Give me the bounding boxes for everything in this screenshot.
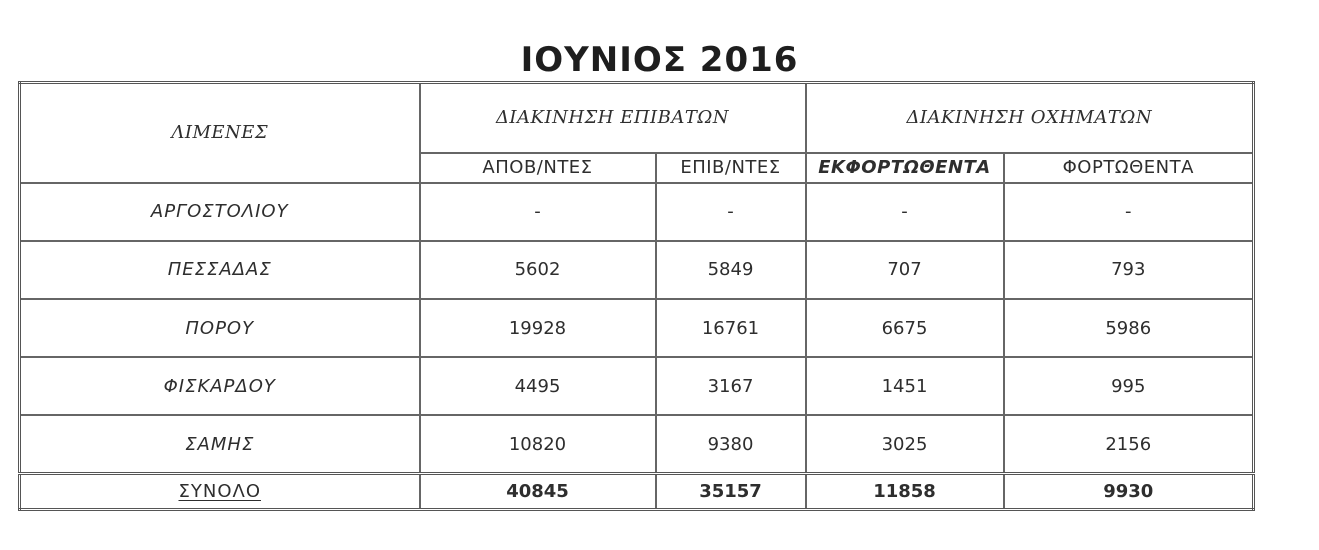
header-ports: ΛΙΜΕΝΕΣ <box>20 83 420 183</box>
loaded-value: 2156 <box>1004 415 1254 473</box>
loaded-value: 995 <box>1004 357 1254 415</box>
totals-row <box>20 473 1254 509</box>
header-vehicles: ΔΙΑΚΙΝΗΣΗ ΟΧΗΜΑΤΩΝ <box>806 83 1254 153</box>
embarked-value: 5849 <box>656 241 806 299</box>
unloaded-value: 3025 <box>806 415 1004 473</box>
table-row <box>20 241 1254 299</box>
header-passengers: ΔΙΑΚΙΝΗΣΗ ΕΠΙΒΑΤΩΝ <box>420 83 806 153</box>
total-loaded: 9930 <box>1004 473 1254 509</box>
embarked-value: 9380 <box>656 415 806 473</box>
page-title: ΙΟΥΝΙΟΣ 2016 <box>520 40 799 80</box>
embarked-value: 16761 <box>656 299 806 357</box>
loaded-value: - <box>1004 183 1254 241</box>
loaded-value: 5986 <box>1004 299 1254 357</box>
disembarked-value: - <box>420 183 656 241</box>
totals-label: ΣΥΝΟΛΟ <box>20 473 420 509</box>
disembarked-value: 19928 <box>420 299 656 357</box>
total-embarked: 35157 <box>656 473 806 509</box>
header-unloaded: ΕΚΦΟΡΤΩΘΕΝΤΑ <box>806 153 1004 183</box>
total-unloaded: 11858 <box>806 473 1004 509</box>
header-row <box>20 83 1254 153</box>
port-name: ΦΙΣΚΑΡΔΟΥ <box>20 357 420 415</box>
embarked-value: 3167 <box>656 357 806 415</box>
unloaded-value: 6675 <box>806 299 1004 357</box>
unloaded-value: 707 <box>806 241 1004 299</box>
header-loaded: ΦΟΡΤΩΘΕΝΤΑ <box>1004 153 1254 183</box>
embarked-value: - <box>656 183 806 241</box>
total-disembarked: 40845 <box>420 473 656 509</box>
port-name: ΑΡΓΟΣΤΟΛΙΟΥ <box>20 183 420 241</box>
port-name: ΣΑΜΗΣ <box>20 415 420 473</box>
header-disembarked: ΑΠΟΒ/ΝΤΕΣ <box>420 153 656 183</box>
port-name: ΠΕΣΣΑΔΑΣ <box>20 241 420 299</box>
unloaded-value: - <box>806 183 1004 241</box>
port-name: ΠΟΡΟΥ <box>20 299 420 357</box>
table-row <box>20 183 1254 241</box>
disembarked-value: 10820 <box>420 415 656 473</box>
header-embarked: ΕΠΙΒ/ΝΤΕΣ <box>656 153 806 183</box>
loaded-value: 793 <box>1004 241 1254 299</box>
disembarked-value: 4495 <box>420 357 656 415</box>
unloaded-value: 1451 <box>806 357 1004 415</box>
table-row <box>20 299 1254 357</box>
table-row <box>20 415 1254 473</box>
disembarked-value: 5602 <box>420 241 656 299</box>
table-row <box>20 357 1254 415</box>
port-traffic-table <box>18 81 1255 511</box>
